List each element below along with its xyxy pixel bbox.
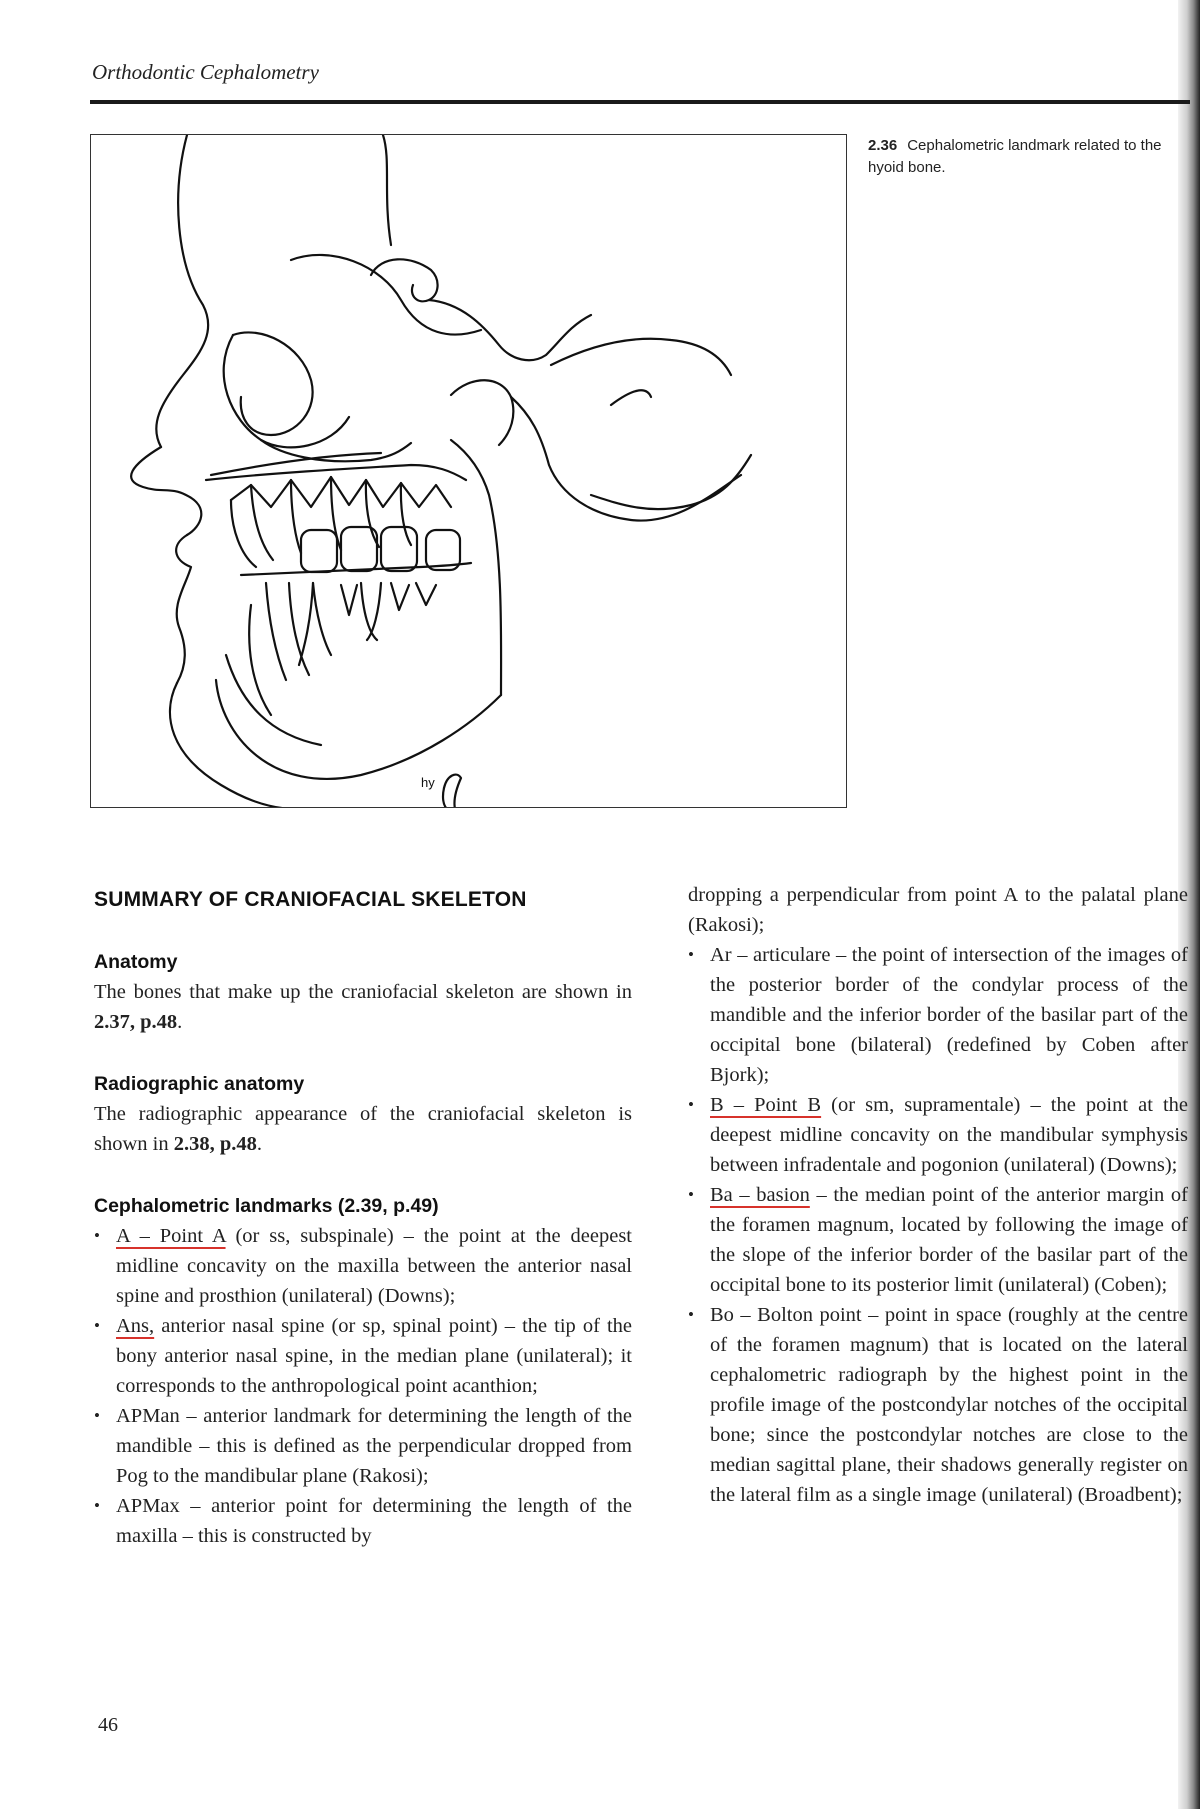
bullet-icon: • <box>94 1406 100 1425</box>
anatomy-text-b: . <box>177 1011 183 1033</box>
bullet-icon: • <box>688 1095 694 1114</box>
anatomy-heading: Anatomy <box>94 951 178 973</box>
landmark-term: A – Point A <box>116 1225 226 1247</box>
left-column <box>94 880 632 1551</box>
radiographic-text-b: . <box>256 1133 263 1155</box>
right-column <box>688 880 1188 1510</box>
bullet-icon: • <box>94 1496 100 1515</box>
anatomy-text <box>94 977 632 1037</box>
list-item <box>688 940 1188 1090</box>
figure-cephalometric-tracing <box>90 134 847 808</box>
header-rule <box>90 100 1190 104</box>
bullet-icon: • <box>688 1305 694 1324</box>
figure-number: 2.36 <box>868 137 898 154</box>
bullet-icon: • <box>94 1226 100 1245</box>
landmark-description: – the median point of the anterior margin of the foramen magnum, located by following the image of the slope of the inferior border of the basilar part of the occipital bone to its posterior limit (unilateral) (Coben); <box>710 1184 1188 1296</box>
continuation-text: dropping a perpendicular from point A to the palatal plane (Rakosi); <box>688 884 1188 936</box>
landmark-description: (or ss, subspinale) – the point at the deepest midline concavity on the maxilla between the anterior nasal spine and prosthion (unilateral) (Downs); <box>116 1225 632 1307</box>
radiographic-block <box>94 1069 632 1159</box>
landmark-list-left <box>94 1221 632 1551</box>
figure-caption <box>868 135 1198 179</box>
list-item <box>688 1300 1188 1510</box>
landmark-description: Bo – Bolton point – point in space (roughly at the centre of the foramen magnum) that is located on the lateral cephalometric radiograph by the highest point in the profile image of the postcondylar notches of the occipital bone; since the postcondylar notches are close to the median sagittal plane, their shadows generally register on the lateral film as a single image (unilateral) (Broadbent); <box>710 1304 1188 1506</box>
landmark-description: anterior nasal spine (or sp, spinal point) – the tip of the bony anterior nasal spine, in the median plane (unilateral); it corresponds to the anthropological point acanthion; <box>116 1315 632 1397</box>
list-item <box>688 1180 1188 1300</box>
page-number: 46 <box>98 1714 118 1736</box>
running-head: Orthodontic Cephalometry <box>92 60 319 84</box>
list-item <box>688 1090 1188 1180</box>
anatomy-ref: 2.37, p.48 <box>94 1011 178 1033</box>
landmark-term: Ba – basion <box>710 1184 810 1206</box>
radiographic-text <box>94 1099 632 1159</box>
radiographic-ref: 2.38, p.48 <box>173 1133 257 1155</box>
hyoid-label: hy <box>421 775 435 790</box>
landmark-description: Ar – articulare – the point of intersection of the images of the posterior border of the condylar process of the mandible and the inferior border of the basilar part of the occipital bone (bilateral) (redefined by Coben after Bjork); <box>710 944 1188 1086</box>
list-item <box>94 1311 632 1401</box>
list-item <box>94 1221 632 1311</box>
list-item <box>94 1401 632 1491</box>
landmarks-block <box>94 1191 632 1551</box>
skull-tracing-drawing <box>91 135 847 808</box>
section-title: SUMMARY OF CRANIOFACIAL SKELETON <box>94 888 527 911</box>
landmark-list-right <box>688 940 1188 1510</box>
landmarks-heading: Cephalometric landmarks (2.39, p.49) <box>94 1195 439 1217</box>
radiographic-heading: Radiographic anatomy <box>94 1073 305 1095</box>
bullet-icon: • <box>688 945 694 964</box>
landmark-description: APMax – anterior point for determining the length of the maxilla – this is constructed by <box>116 1495 632 1547</box>
landmark-description: (or sm, supramentale) – the point at the deepest midline concavity on the mandibular symphysis between infradentale and pogonion (unilateral) (Downs); <box>710 1094 1189 1176</box>
anatomy-text-a: The bones that make up the craniofacial skeleton are shown in <box>94 981 632 1003</box>
landmark-description: APMan – anterior landmark for determining the length of the mandible – this is defined as the perpendicular dropped from Pog to the mandibular plane (Rakosi); <box>116 1405 632 1487</box>
list-item <box>94 1491 632 1551</box>
anatomy-block <box>94 947 632 1037</box>
bullet-icon: • <box>94 1316 100 1335</box>
landmark-term: B – Point B <box>710 1094 822 1116</box>
bullet-icon: • <box>688 1185 694 1204</box>
landmark-term: Ans, <box>116 1315 155 1337</box>
radiographic-text-a: The radiographic appearance of the craniofacial skeleton is shown in <box>94 1103 632 1155</box>
figure-caption-text: Cephalometric landmark related to the hyoid bone. <box>868 137 1162 176</box>
